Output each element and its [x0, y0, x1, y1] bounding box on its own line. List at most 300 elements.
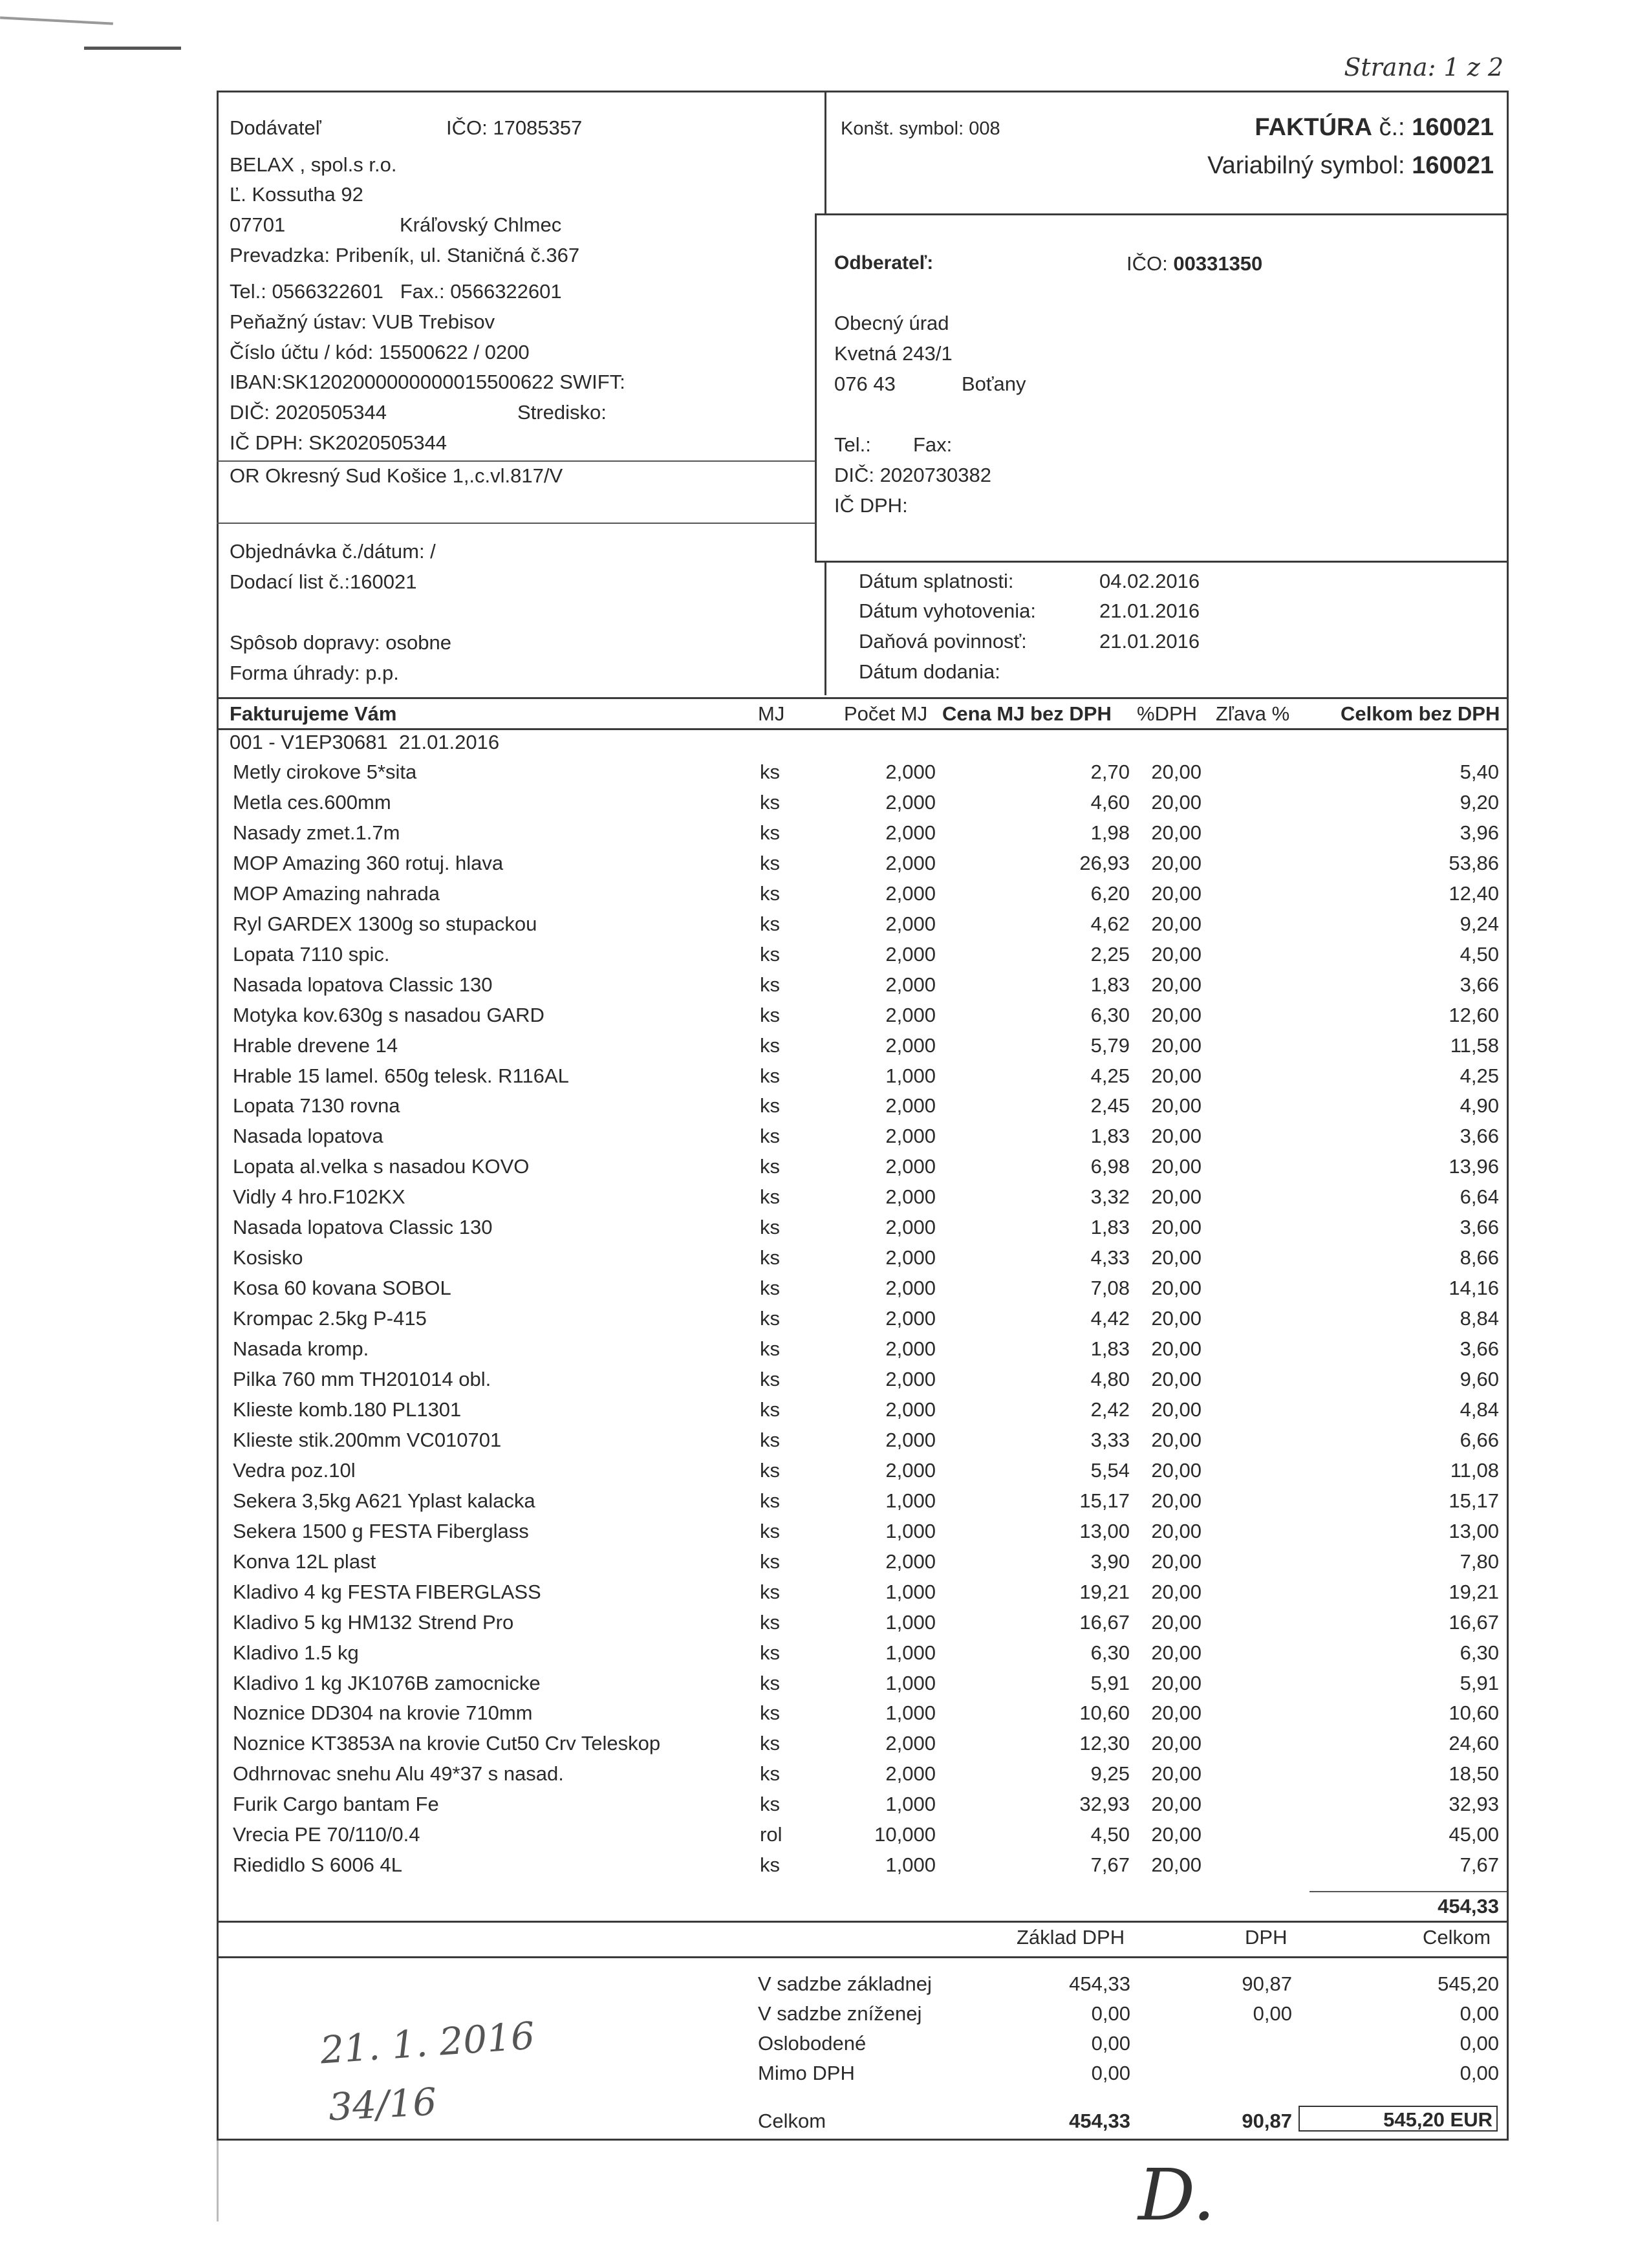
supplier-divider-line — [217, 460, 815, 462]
cell-vat: 20,00 — [1151, 1550, 1202, 1573]
variable-symbol-value: 160021 — [1412, 152, 1494, 179]
cell-vat: 20,00 — [1151, 1853, 1202, 1876]
cell-qty: 2,000 — [885, 943, 936, 966]
cell-item-name: Krompac 2.5kg P-415 — [233, 1307, 427, 1330]
cell-total: 4,50 — [1460, 943, 1499, 966]
cell-unit: ks — [760, 1611, 780, 1634]
date-label: Daňová povinnosť: — [859, 630, 1027, 653]
cell-unit: ks — [760, 1216, 780, 1238]
cell-unit: ks — [760, 852, 780, 874]
cell-unit: ks — [760, 761, 780, 783]
dates-divider — [824, 561, 826, 695]
handwritten-date: 21. 1. 2016 — [319, 2013, 537, 2073]
cell-vat: 20,00 — [1151, 1701, 1202, 1724]
cell-item-name: Kladivo 5 kg HM132 Strend Pro — [233, 1611, 514, 1634]
table-header-line — [217, 728, 1509, 730]
cell-item-name: Noznice DD304 na krovie 710mm — [233, 1701, 533, 1724]
date-value: 21.01.2016 — [1099, 599, 1200, 622]
cell-total: 24,60 — [1449, 1732, 1499, 1755]
cell-vat: 20,00 — [1151, 1611, 1202, 1634]
cell-price: 13,00 — [1079, 1520, 1130, 1542]
cell-item-name: Nasada lopatova Classic 130 — [233, 973, 493, 996]
cell-price: 2,25 — [1090, 943, 1130, 966]
grand-total-label: Celkom — [758, 2110, 826, 2132]
cell-price: 26,93 — [1079, 852, 1130, 874]
cell-total: 5,91 — [1460, 1672, 1499, 1694]
supplier-account: Číslo účtu / kód: 15500622 / 0200 — [230, 341, 530, 363]
cell-qty: 2,000 — [885, 852, 936, 874]
cell-vat: 20,00 — [1151, 1762, 1202, 1785]
cell-total: 5,40 — [1460, 761, 1499, 783]
cell-total: 11,58 — [1450, 1034, 1499, 1057]
cell-item-name: Sekera 1500 g FESTA Fiberglass — [233, 1520, 529, 1542]
cell-price: 10,60 — [1079, 1701, 1130, 1724]
col-header-vat: %DPH — [1137, 702, 1198, 725]
cell-item-name: Odhrnovac snehu Alu 49*37 s nasad. — [233, 1762, 564, 1785]
summary-label: V sadzbe základnej — [758, 1972, 932, 1995]
invoice-title — [1255, 114, 1494, 142]
col-header-item: Fakturujeme Vám — [230, 702, 397, 725]
supplier-registry: OR Okresný Sud Košice 1,.c.vl.817/V — [230, 464, 563, 487]
cell-total: 14,16 — [1449, 1277, 1499, 1299]
cell-vat: 20,00 — [1151, 1094, 1202, 1117]
cell-vat: 20,00 — [1151, 852, 1202, 874]
scan-mark — [0, 16, 113, 25]
customer-box-left — [815, 213, 817, 563]
scan-mark — [84, 47, 181, 50]
cell-item-name: Kosisko — [233, 1246, 303, 1269]
cell-total: 4,84 — [1460, 1398, 1499, 1421]
cell-total: 3,66 — [1460, 973, 1499, 996]
cell-item-name: Riedidlo S 6006 4L — [233, 1853, 402, 1876]
supplier-street: Ľ. Kossutha 92 — [230, 183, 363, 206]
summary-header-total: Celkom — [1423, 1926, 1491, 1949]
cell-qty: 1,000 — [885, 1489, 936, 1512]
grand-total-amount: 545,20 EUR — [1299, 2106, 1498, 2132]
customer-tel: Tel.: — [834, 433, 871, 456]
cell-item-name: MOP Amazing nahrada — [233, 882, 440, 905]
cell-qty: 1,000 — [885, 1641, 936, 1664]
cell-price: 9,25 — [1090, 1762, 1130, 1785]
cell-unit: ks — [760, 913, 780, 935]
cell-qty: 2,000 — [885, 1277, 936, 1299]
cell-qty: 1,000 — [885, 1064, 936, 1087]
cell-item-name: Nasada lopatova Classic 130 — [233, 1216, 493, 1238]
invoice-number: 160021 — [1412, 114, 1494, 141]
cell-qty: 1,000 — [885, 1611, 936, 1634]
frame-bottom — [217, 2139, 1509, 2141]
cell-total: 13,00 — [1449, 1520, 1499, 1542]
cell-qty: 2,000 — [885, 821, 936, 844]
cell-total: 4,25 — [1460, 1064, 1499, 1087]
cell-item-name: Pilka 760 mm TH201014 obl. — [233, 1368, 491, 1390]
cell-unit: rol — [760, 1823, 782, 1846]
cell-unit: ks — [760, 1641, 780, 1664]
cell-unit: ks — [760, 1368, 780, 1390]
cell-vat: 20,00 — [1151, 1489, 1202, 1512]
cell-unit: ks — [760, 1337, 780, 1360]
cell-qty: 1,000 — [885, 1581, 936, 1603]
table-group-line: 001 - V1EP30681 21.01.2016 — [230, 731, 500, 753]
cell-unit: ks — [760, 1094, 780, 1117]
cell-item-name: MOP Amazing 360 rotuj. hlava — [233, 852, 504, 874]
cell-qty: 2,000 — [885, 1368, 936, 1390]
cell-unit: ks — [760, 1672, 780, 1694]
cell-total: 9,60 — [1460, 1368, 1499, 1390]
cell-item-name: Hrable 15 lamel. 650g telesk. R116AL — [233, 1064, 569, 1087]
cell-price: 6,30 — [1090, 1641, 1130, 1664]
summary-label: Oslobodené — [758, 2032, 867, 2055]
date-label: Dátum dodania: — [859, 660, 1000, 683]
cell-total: 6,66 — [1460, 1429, 1499, 1451]
summary-label: V sadzbe zníženej — [758, 2002, 922, 2025]
stamp-remnant — [217, 2141, 219, 2221]
cell-price: 5,79 — [1090, 1034, 1130, 1057]
table-top-line — [217, 697, 1509, 699]
cell-total: 13,96 — [1449, 1155, 1499, 1178]
cell-vat: 20,00 — [1151, 1459, 1202, 1482]
cell-qty: 2,000 — [885, 913, 936, 935]
date-label: Dátum vyhotovenia: — [859, 599, 1036, 622]
cell-unit: ks — [760, 1762, 780, 1785]
summary-header-line — [217, 1956, 1509, 1958]
cell-item-name: Vrecia PE 70/110/0.4 — [233, 1823, 420, 1846]
cell-item-name: Nasady zmet.1.7m — [233, 821, 400, 844]
cell-price: 15,17 — [1079, 1489, 1130, 1512]
cell-unit: ks — [760, 1550, 780, 1573]
cell-vat: 20,00 — [1151, 1398, 1202, 1421]
cell-item-name: Motyka kov.630g s nasadou GARD — [233, 1004, 544, 1026]
col-header-total: Celkom bez DPH — [1341, 702, 1500, 725]
customer-box-top — [815, 213, 1508, 215]
cell-qty: 10,000 — [874, 1823, 936, 1846]
cell-vat: 20,00 — [1151, 1732, 1202, 1755]
cell-price: 4,33 — [1090, 1246, 1130, 1269]
cell-total: 6,64 — [1460, 1185, 1499, 1208]
cell-unit: ks — [760, 943, 780, 966]
cell-vat: 20,00 — [1151, 1581, 1202, 1603]
cell-price: 4,62 — [1090, 913, 1130, 935]
cell-price: 2,70 — [1090, 761, 1130, 783]
cell-unit: ks — [760, 1307, 780, 1330]
cell-vat: 20,00 — [1151, 1064, 1202, 1087]
cell-qty: 2,000 — [885, 1246, 936, 1269]
customer-dic: DIČ: 2020730382 — [834, 464, 992, 486]
cell-vat: 20,00 — [1151, 1520, 1202, 1542]
cell-qty: 2,000 — [885, 1004, 936, 1026]
table-subtotal: 454,33 — [1438, 1895, 1499, 1917]
cell-unit: ks — [760, 821, 780, 844]
cell-price: 4,42 — [1090, 1307, 1130, 1330]
cell-unit: ks — [760, 1581, 780, 1603]
summary-total: 0,00 — [1460, 2032, 1499, 2055]
grand-total-vat: 90,87 — [1242, 2110, 1292, 2132]
cell-qty: 2,000 — [885, 1094, 936, 1117]
cell-vat: 20,00 — [1151, 1125, 1202, 1147]
cell-unit: ks — [760, 1853, 780, 1876]
payment-method: Forma úhrady: p.p. — [230, 662, 399, 684]
cell-qty: 2,000 — [885, 1307, 936, 1330]
summary-base: 0,00 — [1091, 2002, 1130, 2025]
cell-unit: ks — [760, 1701, 780, 1724]
supplier-zip: 07701 — [230, 213, 286, 236]
cell-total: 12,60 — [1449, 1004, 1499, 1026]
cell-item-name: Metly cirokove 5*sita — [233, 761, 417, 783]
cell-vat: 20,00 — [1151, 1793, 1202, 1815]
cell-item-name: Sekera 3,5kg A621 Yplast kalacka — [233, 1489, 535, 1512]
cell-unit: ks — [760, 1793, 780, 1815]
cell-qty: 2,000 — [885, 1125, 936, 1147]
cell-qty: 1,000 — [885, 1853, 936, 1876]
invoice-title-no: č.: — [1379, 114, 1405, 141]
customer-ico — [1126, 252, 1262, 275]
col-header-price: Cena MJ bez DPH — [942, 702, 1112, 725]
cell-unit: ks — [760, 1459, 780, 1482]
cell-unit: ks — [760, 791, 780, 814]
cell-price: 3,90 — [1090, 1550, 1130, 1573]
cell-item-name: Hrable drevene 14 — [233, 1034, 398, 1057]
cell-vat: 20,00 — [1151, 913, 1202, 935]
supplier-phone-fax: Tel.: 0566322601 Fax.: 0566322601 — [230, 280, 562, 303]
cell-total: 53,86 — [1449, 852, 1499, 874]
cell-price: 1,83 — [1090, 1337, 1130, 1360]
cell-price: 1,83 — [1090, 1216, 1130, 1238]
variable-symbol-label: Variabilný symbol: — [1207, 152, 1405, 179]
order-number: Objednávka č./dátum: / — [230, 540, 436, 563]
cell-qty: 1,000 — [885, 1520, 936, 1542]
customer-ico-label: IČO: — [1126, 252, 1168, 275]
date-value: 21.01.2016 — [1099, 630, 1200, 653]
cell-vat: 20,00 — [1151, 1185, 1202, 1208]
cell-qty: 2,000 — [885, 1762, 936, 1785]
cell-vat: 20,00 — [1151, 761, 1202, 783]
cell-qty: 2,000 — [885, 761, 936, 783]
cell-total: 32,93 — [1449, 1793, 1499, 1815]
supplier-name: BELAX , spol.s r.o. — [230, 153, 397, 176]
cell-item-name: Konva 12L plast — [233, 1550, 376, 1573]
supplier-ico: IČO: 17085357 — [446, 116, 583, 139]
cell-price: 1,83 — [1090, 973, 1130, 996]
summary-label: Mimo DPH — [758, 2062, 855, 2084]
summary-total: 0,00 — [1460, 2002, 1499, 2025]
cell-unit: ks — [760, 973, 780, 996]
cell-unit: ks — [760, 1004, 780, 1026]
cell-price: 6,98 — [1090, 1155, 1130, 1178]
cell-qty: 1,000 — [885, 1701, 936, 1724]
cell-qty: 2,000 — [885, 791, 936, 814]
cell-total: 7,80 — [1460, 1550, 1499, 1573]
cell-item-name: Klieste stik.200mm VC010701 — [233, 1429, 502, 1451]
cell-qty: 2,000 — [885, 973, 936, 996]
cell-vat: 20,00 — [1151, 791, 1202, 814]
cell-unit: ks — [760, 1064, 780, 1087]
summary-total: 545,20 — [1438, 1972, 1499, 1995]
customer-ico-value: 00331350 — [1173, 252, 1263, 275]
frame-left — [217, 91, 219, 2141]
cell-price: 32,93 — [1079, 1793, 1130, 1815]
cell-total: 12,40 — [1449, 882, 1499, 905]
supplier-city: Kráľovský Chlmec — [400, 213, 562, 236]
cell-price: 16,67 — [1079, 1611, 1130, 1634]
cell-price: 19,21 — [1079, 1581, 1130, 1603]
delivery-note: Dodací list č.:160021 — [230, 570, 417, 593]
cell-total: 19,21 — [1449, 1581, 1499, 1603]
cell-item-name: Nasada kromp. — [233, 1337, 369, 1360]
cell-qty: 2,000 — [885, 1550, 936, 1573]
cell-vat: 20,00 — [1151, 1337, 1202, 1360]
variable-symbol — [1207, 152, 1494, 180]
grand-total-base: 454,33 — [1069, 2110, 1130, 2132]
cell-unit: ks — [760, 1277, 780, 1299]
cell-total: 9,24 — [1460, 913, 1499, 935]
cell-unit: ks — [760, 1246, 780, 1269]
customer-ic-dph: IČ DPH: — [834, 494, 908, 517]
cell-total: 45,00 — [1449, 1823, 1499, 1846]
cell-vat: 20,00 — [1151, 1823, 1202, 1846]
subtotal-line — [1310, 1891, 1507, 1892]
cell-item-name: Kosa 60 kovana SOBOL — [233, 1277, 451, 1299]
table-bottom-line — [217, 1921, 1509, 1923]
customer-label: Odberateľ: — [834, 252, 934, 274]
cell-price: 5,54 — [1090, 1459, 1130, 1482]
cell-price: 5,91 — [1090, 1672, 1130, 1694]
cell-vat: 20,00 — [1151, 821, 1202, 844]
cell-total: 4,90 — [1460, 1094, 1499, 1117]
cell-total: 15,17 — [1449, 1489, 1499, 1512]
supplier-label: Dodávateľ — [230, 116, 321, 139]
cell-unit: ks — [760, 1520, 780, 1542]
cell-unit: ks — [760, 1732, 780, 1755]
cell-item-name: Lopata 7110 spic. — [233, 943, 390, 966]
cell-vat: 20,00 — [1151, 1034, 1202, 1057]
cell-price: 4,50 — [1090, 1823, 1130, 1846]
supplier-divider — [824, 91, 826, 215]
cell-total: 16,67 — [1449, 1611, 1499, 1634]
cell-vat: 20,00 — [1151, 1004, 1202, 1026]
cell-price: 6,20 — [1090, 882, 1130, 905]
cell-price: 4,25 — [1090, 1064, 1130, 1087]
cell-vat: 20,00 — [1151, 1672, 1202, 1694]
cell-qty: 2,000 — [885, 882, 936, 905]
cell-price: 3,33 — [1090, 1429, 1130, 1451]
cell-total: 3,66 — [1460, 1337, 1499, 1360]
col-header-qty: Počet MJ — [844, 702, 928, 725]
cell-price: 6,30 — [1090, 1004, 1130, 1026]
cell-vat: 20,00 — [1151, 943, 1202, 966]
cell-price: 3,32 — [1090, 1185, 1130, 1208]
customer-box-bottom — [815, 561, 1508, 563]
summary-header-vat: DPH — [1245, 1926, 1288, 1949]
cell-qty: 2,000 — [885, 1185, 936, 1208]
cell-vat: 20,00 — [1151, 1246, 1202, 1269]
summary-header-base: Základ DPH — [1017, 1926, 1125, 1949]
cell-item-name: Ryl GARDEX 1300g so stupackou — [233, 913, 537, 935]
cell-price: 7,08 — [1090, 1277, 1130, 1299]
customer-name: Obecný úrad — [834, 312, 949, 334]
customer-fax: Fax: — [913, 433, 953, 456]
cell-qty: 2,000 — [885, 1732, 936, 1755]
customer-street: Kvetná 243/1 — [834, 342, 953, 365]
cell-item-name: Metla ces.600mm — [233, 791, 391, 814]
supplier-bottom-line — [217, 523, 815, 524]
cell-price: 7,67 — [1090, 1853, 1130, 1876]
cell-unit: ks — [760, 1155, 780, 1178]
cell-vat: 20,00 — [1151, 973, 1202, 996]
cell-unit: ks — [760, 1489, 780, 1512]
cell-vat: 20,00 — [1151, 882, 1202, 905]
cell-item-name: Vidly 4 hro.F102KX — [233, 1185, 405, 1208]
cell-price: 2,45 — [1090, 1094, 1130, 1117]
frame-right — [1507, 91, 1509, 2141]
cell-vat: 20,00 — [1151, 1641, 1202, 1664]
cell-price: 1,98 — [1090, 821, 1130, 844]
cell-price: 1,83 — [1090, 1125, 1130, 1147]
cell-item-name: Lopata al.velka s nasadou KOVO — [233, 1155, 530, 1178]
cell-vat: 20,00 — [1151, 1307, 1202, 1330]
cell-vat: 20,00 — [1151, 1155, 1202, 1178]
cell-item-name: Nasada lopatova — [233, 1125, 383, 1147]
cell-qty: 2,000 — [885, 1155, 936, 1178]
cell-qty: 1,000 — [885, 1793, 936, 1815]
cell-qty: 2,000 — [885, 1459, 936, 1482]
cell-item-name: Kladivo 4 kg FESTA FIBERGLASS — [233, 1581, 541, 1603]
cell-total: 11,08 — [1450, 1459, 1499, 1482]
supplier-dic: DIČ: 2020505344 — [230, 401, 387, 424]
cell-unit: ks — [760, 1125, 780, 1147]
cell-total: 3,66 — [1460, 1125, 1499, 1147]
cell-qty: 1,000 — [885, 1672, 936, 1694]
cell-item-name: Kladivo 1 kg JK1076B zamocnicke — [233, 1672, 541, 1694]
cell-price: 12,30 — [1079, 1732, 1130, 1755]
cell-item-name: Kladivo 1.5 kg — [233, 1641, 359, 1664]
handwritten-number: 34/16 — [327, 2079, 438, 2130]
cell-vat: 20,00 — [1151, 1277, 1202, 1299]
cell-unit: ks — [760, 882, 780, 905]
supplier-ic-dph: IČ DPH: SK2020505344 — [230, 431, 447, 454]
cell-item-name: Furik Cargo bantam Fe — [233, 1793, 439, 1815]
cell-total: 3,96 — [1460, 821, 1499, 844]
summary-vat: 90,87 — [1242, 1972, 1292, 1995]
supplier-iban: IBAN:SK1202000000000015500622 SWIFT: — [230, 371, 625, 393]
cell-total: 8,84 — [1460, 1307, 1499, 1330]
constant-symbol: Konšt. symbol: 008 — [841, 118, 1000, 139]
col-header-discount: Zľava % — [1216, 702, 1290, 725]
cell-total: 10,60 — [1449, 1701, 1499, 1724]
col-header-unit: MJ — [758, 702, 785, 725]
invoice-title-label: FAKTÚRA — [1255, 114, 1372, 141]
cell-qty: 2,000 — [885, 1034, 936, 1057]
summary-base: 0,00 — [1091, 2062, 1130, 2084]
cell-unit: ks — [760, 1429, 780, 1451]
cell-qty: 2,000 — [885, 1429, 936, 1451]
frame-top — [217, 91, 1509, 92]
cell-item-name: Lopata 7130 rovna — [233, 1094, 400, 1117]
cell-total: 3,66 — [1460, 1216, 1499, 1238]
transport-method: Spôsob dopravy: osobne — [230, 631, 451, 654]
cell-total: 6,30 — [1460, 1641, 1499, 1664]
customer-zip: 076 43 — [834, 373, 896, 395]
cell-total: 7,67 — [1460, 1853, 1499, 1876]
supplier-bank: Peňažný ústav: VUB Trebisov — [230, 310, 495, 333]
cell-price: 4,80 — [1090, 1368, 1130, 1390]
cell-total: 8,66 — [1460, 1246, 1499, 1269]
cell-price: 2,42 — [1090, 1398, 1130, 1421]
cell-qty: 2,000 — [885, 1398, 936, 1421]
cell-unit: ks — [760, 1398, 780, 1421]
cell-unit: ks — [760, 1185, 780, 1208]
cell-qty: 2,000 — [885, 1216, 936, 1238]
supplier-center: Stredisko: — [517, 401, 607, 424]
